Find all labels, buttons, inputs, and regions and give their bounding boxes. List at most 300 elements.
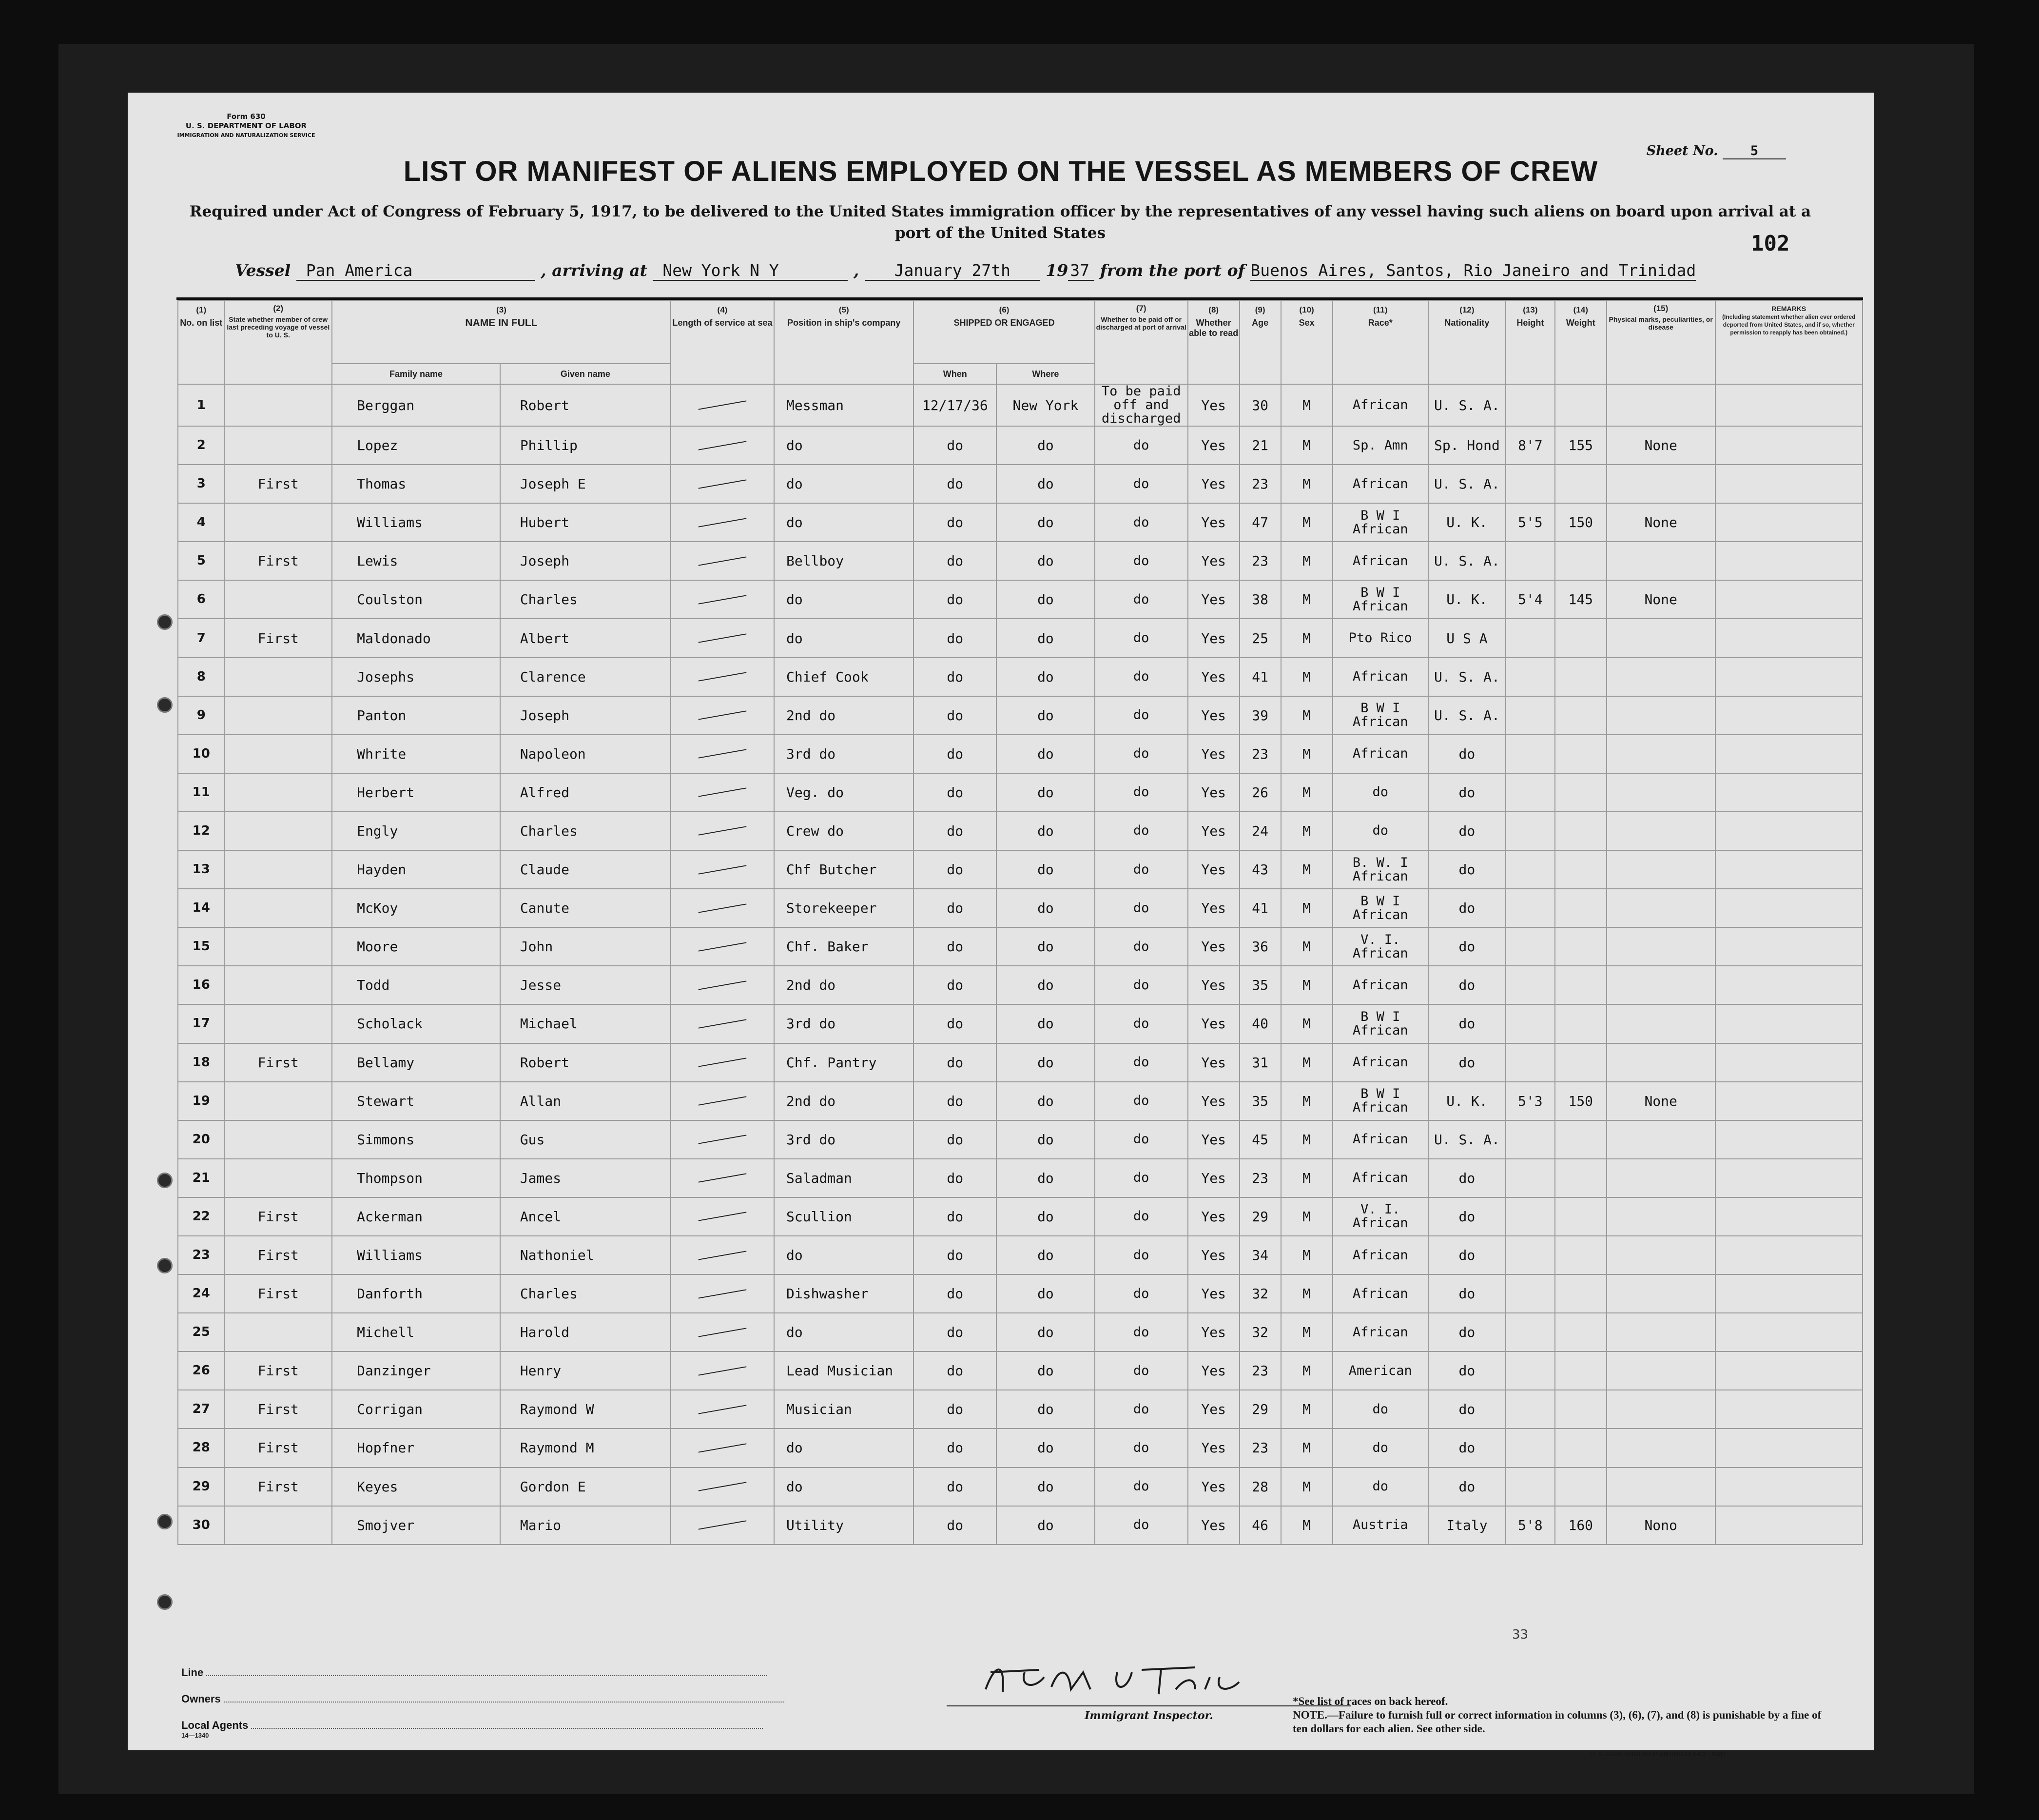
sex-cell: M [1281,735,1333,773]
paid-off-cell: do [1095,1004,1188,1043]
arriving-label: arriving at [552,261,647,280]
physical-marks-cell: None [1607,1082,1715,1120]
table-row [178,658,1863,696]
given-name-cell: Michael [500,1004,671,1043]
row-number-cell: 7 [178,619,224,657]
shipped-when-cell: do [913,465,996,503]
previous-voyage-cell [224,966,332,1004]
col-header-age: (9) Age [1240,300,1281,384]
race-cell: V. I. African [1333,1197,1428,1236]
table-row [178,542,1863,580]
row-number-cell: 28 [178,1429,224,1467]
table-row [178,773,1863,812]
given-name-cell: Jesse [500,966,671,1004]
check-mark [699,1251,747,1260]
age-cell: 23 [1240,542,1281,580]
weight-cell: 150 [1555,503,1607,542]
remarks-cell [1715,1004,1863,1043]
remarks-cell [1715,1429,1863,1467]
previous-voyage-cell: First [224,1043,332,1082]
age-cell: 31 [1240,1043,1281,1082]
remarks-cell [1715,773,1863,812]
table-row [178,426,1863,465]
race-cell: do [1333,1390,1428,1429]
binder-hole [157,1514,173,1529]
paid-off-cell: do [1095,966,1188,1004]
family-name-cell: Danzinger [332,1351,500,1390]
shipped-when-cell: do [913,1274,996,1313]
weight-cell: 150 [1555,1082,1607,1120]
row-number-cell: 14 [178,889,224,927]
able-to-read-cell: Yes [1188,927,1240,966]
shipped-when-cell: do [913,1120,996,1159]
service-length-cell [671,927,774,966]
row-number-cell: 5 [178,542,224,580]
height-cell [1506,1468,1555,1506]
remarks-cell [1715,1082,1863,1120]
check-mark [699,1405,747,1414]
race-cell: African [1333,658,1428,696]
shipped-where-cell: do [996,619,1095,657]
position-cell: Messman [774,384,913,426]
height-cell [1506,1120,1555,1159]
nationality-cell: U. K. [1428,1082,1506,1120]
shipped-where-cell: do [996,1313,1095,1351]
owners-field-blank [224,1702,784,1703]
shipped-when-cell: do [913,426,996,465]
family-name-cell: Moore [332,927,500,966]
position-cell: Storekeeper [774,889,913,927]
remarks-cell [1715,1468,1863,1506]
nationality-cell: U. K. [1428,580,1506,619]
weight-cell [1555,1197,1607,1236]
paid-off-cell: do [1095,1313,1188,1351]
height-cell [1506,1043,1555,1082]
physical-marks-cell [1607,1429,1715,1467]
check-mark [699,1521,747,1530]
shipped-where-cell: do [996,1043,1095,1082]
departure-ports: Buenos Aires, Santos, Rio Janeiro and Trinidad [1250,261,1696,280]
remarks-cell [1715,1313,1863,1351]
position-cell: 3rd do [774,1120,913,1159]
table-row [178,1313,1863,1351]
paid-off-cell: do [1095,1159,1188,1197]
paid-off-cell: do [1095,850,1188,889]
physical-marks-cell [1607,735,1715,773]
binder-hole [157,614,173,630]
previous-voyage-cell [224,384,332,426]
table-row [178,1351,1863,1390]
position-cell: Crew do [774,812,913,850]
height-cell [1506,696,1555,735]
shipped-where-cell: do [996,812,1095,850]
position-cell: 2nd do [774,1082,913,1120]
age-cell: 45 [1240,1120,1281,1159]
check-mark [699,518,747,527]
agents-label: Local Agents [181,1719,249,1731]
shipped-where-cell: do [996,927,1095,966]
sex-cell: M [1281,1159,1333,1197]
check-mark [699,1135,747,1144]
service-length-cell [671,1236,774,1274]
shipped-when-cell: do [913,1429,996,1467]
family-name-cell: McKoy [332,889,500,927]
col-header-height: (13) Height [1506,300,1555,384]
previous-voyage-cell [224,580,332,619]
sex-cell: M [1281,696,1333,735]
shipped-when-cell: do [913,1236,996,1274]
age-cell: 32 [1240,1313,1281,1351]
check-mark [699,1289,747,1298]
paid-off-cell: do [1095,927,1188,966]
shipped-where-cell: do [996,1274,1095,1313]
age-cell: 34 [1240,1236,1281,1274]
col-header-nationality: (12) Nationality [1428,300,1506,384]
col-header-physical-marks: (15) Physical marks, peculiarities, or disease [1607,300,1715,384]
nationality-cell: do [1428,1468,1506,1506]
nationality-cell: do [1428,850,1506,889]
sex-cell: M [1281,1236,1333,1274]
physical-marks-cell [1607,1197,1715,1236]
given-name-cell: Charles [500,1274,671,1313]
race-cell: American [1333,1351,1428,1390]
physical-marks-cell: Nono [1607,1506,1715,1545]
line-field [181,1666,767,1679]
sex-cell: M [1281,1468,1333,1506]
sex-cell: M [1281,580,1333,619]
able-to-read-cell: Yes [1188,1082,1240,1120]
position-cell: 3rd do [774,735,913,773]
table-row [178,927,1863,966]
service-length-cell [671,889,774,927]
position-cell: do [774,1468,913,1506]
height-cell [1506,465,1555,503]
penalty-note: NOTE.—Failure to furnish full or correct information in columns (3), (6), (7), and (8) is punishable by a fine of ten dollars for each alien. See other side. [1293,1709,1822,1735]
service-length-cell [671,1351,774,1390]
shipped-where-cell: do [996,1351,1095,1390]
paid-off-cell: do [1095,1468,1188,1506]
race-cell: do [1333,1468,1428,1506]
sex-cell: M [1281,1390,1333,1429]
race-footnote: *See list of races on back hereof. [1293,1695,1448,1707]
row-number-cell: 22 [178,1197,224,1236]
family-name-cell: Coulston [332,580,500,619]
shipped-where-cell: do [996,850,1095,889]
able-to-read-cell: Yes [1188,542,1240,580]
nationality-cell: do [1428,1429,1506,1467]
weight-cell [1555,696,1607,735]
age-cell: 38 [1240,580,1281,619]
weight-cell [1555,735,1607,773]
service-length-cell [671,503,774,542]
check-mark [699,400,747,410]
family-name-cell: Berggan [332,384,500,426]
shipped-when-cell: do [913,619,996,657]
family-name-cell: Simmons [332,1120,500,1159]
able-to-read-cell: Yes [1188,850,1240,889]
able-to-read-cell: Yes [1188,1429,1240,1467]
row-number-cell: 25 [178,1313,224,1351]
weight-cell [1555,1004,1607,1043]
given-name-cell: Joseph [500,696,671,735]
row-number-cell: 23 [178,1236,224,1274]
line-label: Line [181,1666,204,1679]
agents-field [181,1719,763,1739]
weight-cell [1555,1120,1607,1159]
remarks-cell [1715,503,1863,542]
table-row [178,1159,1863,1197]
paid-off-cell: do [1095,465,1188,503]
physical-marks-cell [1607,384,1715,426]
race-cell: B. W. I African [1333,850,1428,889]
previous-voyage-cell [224,927,332,966]
able-to-read-cell: Yes [1188,658,1240,696]
remarks-cell [1715,1120,1863,1159]
position-cell: do [774,426,913,465]
sex-cell: M [1281,1351,1333,1390]
footnotes [1293,1695,1839,1736]
given-name-cell: Joseph [500,542,671,580]
height-cell [1506,735,1555,773]
height-cell [1506,1274,1555,1313]
weight-cell [1555,384,1607,426]
weight-cell [1555,1274,1607,1313]
sex-cell: M [1281,658,1333,696]
sex-cell: M [1281,542,1333,580]
weight-cell [1555,1159,1607,1197]
table-row [178,1197,1863,1236]
family-name-cell: Stewart [332,1082,500,1120]
previous-voyage-cell [224,658,332,696]
form-identifier [166,112,327,140]
remarks-cell [1715,384,1863,426]
family-name-cell: Engly [332,812,500,850]
line-field-blank [206,1675,767,1676]
height-cell: 5'4 [1506,580,1555,619]
race-cell: African [1333,1159,1428,1197]
paid-off-cell: do [1095,619,1188,657]
age-cell: 29 [1240,1390,1281,1429]
physical-marks-cell [1607,696,1715,735]
race-cell: Pto Rico [1333,619,1428,657]
shipped-when-cell: 12/17/36 [913,384,996,426]
remarks-cell [1715,1197,1863,1236]
able-to-read-cell: Yes [1188,812,1240,850]
race-cell: B W I African [1333,889,1428,927]
check-mark [699,903,747,913]
height-cell [1506,619,1555,657]
row-number-cell: 18 [178,1043,224,1082]
family-name-cell: Josephs [332,658,500,696]
table-row [178,580,1863,619]
position-cell: Utility [774,1506,913,1545]
race-cell: B W I African [1333,503,1428,542]
service-length-cell [671,1082,774,1120]
age-cell: 21 [1240,426,1281,465]
service-length-cell [671,580,774,619]
previous-voyage-cell: First [224,1390,332,1429]
service-length-cell [671,696,774,735]
age-cell: 41 [1240,658,1281,696]
position-cell: do [774,1313,913,1351]
shipped-when-cell: do [913,850,996,889]
remarks-cell [1715,696,1863,735]
service-length-cell [671,1043,774,1082]
service-length-cell [671,850,774,889]
weight-cell [1555,889,1607,927]
able-to-read-cell: Yes [1188,1390,1240,1429]
weight-cell [1555,812,1607,850]
age-cell: 25 [1240,619,1281,657]
row-number-cell: 9 [178,696,224,735]
check-mark [699,1482,747,1491]
shipped-where-cell: do [996,966,1095,1004]
previous-voyage-cell: First [224,1236,332,1274]
family-name-cell: Panton [332,696,500,735]
weight-cell [1555,1313,1607,1351]
paid-off-cell: do [1095,1120,1188,1159]
weight-cell [1555,1043,1607,1082]
check-mark [699,711,747,720]
given-name-cell: Claude [500,850,671,889]
physical-marks-cell [1607,1390,1715,1429]
paid-off-cell: do [1095,1197,1188,1236]
shipped-where-cell: do [996,696,1095,735]
race-cell: B W I African [1333,580,1428,619]
age-cell: 39 [1240,696,1281,735]
check-mark [699,441,747,450]
row-number-cell: 21 [178,1159,224,1197]
physical-marks-cell [1607,1313,1715,1351]
service-length-cell [671,735,774,773]
physical-marks-cell [1607,1468,1715,1506]
shipped-where-cell: do [996,773,1095,812]
age-cell: 28 [1240,1468,1281,1506]
height-cell [1506,1004,1555,1043]
sex-cell: M [1281,773,1333,812]
able-to-read-cell: Yes [1188,1043,1240,1082]
weight-cell [1555,1429,1607,1467]
weight-cell [1555,465,1607,503]
paid-off-cell: do [1095,696,1188,735]
weight-cell: 145 [1555,580,1607,619]
family-name-cell: Thomas [332,465,500,503]
table-row [178,1236,1863,1274]
given-name-cell: Charles [500,812,671,850]
check-mark [699,1443,747,1452]
previous-voyage-cell [224,1120,332,1159]
given-name-cell: John [500,927,671,966]
col-header-race: (11) Race* [1333,300,1428,384]
height-cell [1506,1351,1555,1390]
col-header-weight: (14) Weight [1555,300,1607,384]
check-mark [699,556,747,566]
position-cell: Chf. Pantry [774,1043,913,1082]
race-cell: African [1333,1120,1428,1159]
row-number-cell: 4 [178,503,224,542]
able-to-read-cell: Yes [1188,465,1240,503]
height-cell [1506,1313,1555,1351]
shipped-where-cell: do [996,1082,1095,1120]
nationality-cell: do [1428,1197,1506,1236]
physical-marks-cell [1607,1120,1715,1159]
position-cell: 2nd do [774,966,913,1004]
sex-cell: M [1281,1429,1333,1467]
previous-voyage-cell: First [224,619,332,657]
physical-marks-cell [1607,1274,1715,1313]
shipped-when-cell: do [913,1313,996,1351]
col-header-family-name: Family name [332,364,500,384]
nationality-cell: U. S. A. [1428,1120,1506,1159]
service-length-cell [671,1468,774,1506]
owners-label: Owners [181,1693,221,1705]
family-name-cell: Lewis [332,542,500,580]
weight-cell [1555,658,1607,696]
table-row [178,812,1863,850]
nationality-cell: do [1428,1390,1506,1429]
age-cell: 23 [1240,1351,1281,1390]
family-name-cell: Corrigan [332,1390,500,1429]
weight-cell: 160 [1555,1506,1607,1545]
given-name-cell: Allan [500,1082,671,1120]
family-name-cell: Williams [332,503,500,542]
given-name-cell: Hubert [500,503,671,542]
weight-cell [1555,1390,1607,1429]
physical-marks-cell [1607,1351,1715,1390]
paid-off-cell: do [1095,812,1188,850]
paid-off-cell: do [1095,1043,1188,1082]
shipped-when-cell: do [913,542,996,580]
race-cell: African [1333,1236,1428,1274]
binder-hole [157,1173,173,1188]
crew-manifest-table [177,300,1863,1545]
given-name-cell: Albert [500,619,671,657]
height-cell [1506,1197,1555,1236]
able-to-read-cell: Yes [1188,1274,1240,1313]
table-row [178,1506,1863,1545]
able-to-read-cell: Yes [1188,619,1240,657]
nationality-cell: do [1428,1004,1506,1043]
col-header-given-name: Given name [500,364,671,384]
table-row [178,889,1863,927]
row-number-cell: 2 [178,426,224,465]
family-name-cell: Todd [332,966,500,1004]
sex-cell: M [1281,927,1333,966]
sex-cell: M [1281,1197,1333,1236]
shipped-when-cell: do [913,1082,996,1120]
check-mark [699,1057,747,1067]
position-cell: 2nd do [774,696,913,735]
position-cell: Scullion [774,1197,913,1236]
col-header-no: (1) No. on list [178,300,224,384]
form-number: Form 630 [227,112,266,121]
height-cell [1506,1390,1555,1429]
shipped-where-cell: do [996,580,1095,619]
weight-cell [1555,619,1607,657]
previous-voyage-cell [224,850,332,889]
col-header-name: (3) NAME IN FULL [332,300,671,364]
family-name-cell: Hopfner [332,1429,500,1467]
nationality-cell: do [1428,1313,1506,1351]
previous-voyage-cell [224,1159,332,1197]
row-number-cell: 8 [178,658,224,696]
physical-marks-cell: None [1607,580,1715,619]
shipped-when-cell: do [913,1197,996,1236]
shipped-when-cell: do [913,966,996,1004]
table-row [178,1429,1863,1467]
year-prefix: 19 [1046,261,1068,280]
previous-voyage-cell: First [224,1429,332,1467]
